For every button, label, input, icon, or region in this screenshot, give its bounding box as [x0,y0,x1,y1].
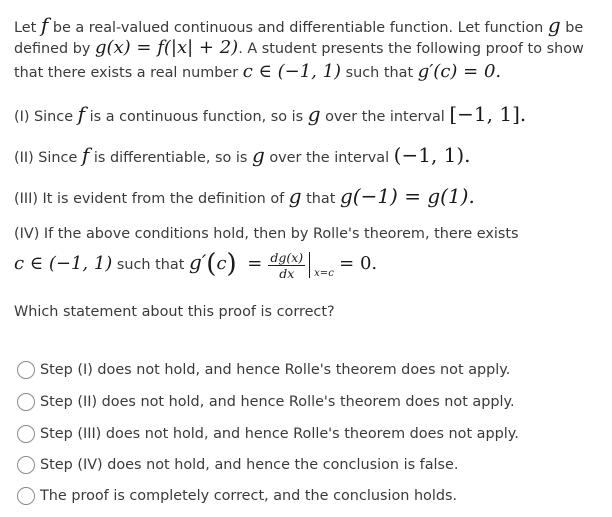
question-text: (IV) If the above conditions hold, then by Rolle's theorem, there exists [14,226,519,242]
question-text: over the interval [320,109,450,125]
math-open-interval: (−1, 1). [393,143,471,167]
question-text: defined by [14,41,95,57]
question-text: (II) Since [14,150,82,166]
question-text: is differentiable, so is [89,150,252,166]
question-prompt [14,304,335,320]
answer-option[interactable] [17,487,457,505]
math-equals-zero: = 0. [339,253,378,274]
evaluation-subscript: x=c [314,268,334,279]
question-line-1 [14,13,583,37]
question-text: that there exists a real number [14,65,243,81]
math-c-in-interval: c ∈ (−1, 1) [242,61,342,82]
math-closed-interval: [−1, 1]. [449,102,527,126]
answer-option[interactable] [17,361,510,379]
fraction-numerator: dg(x) [270,249,304,265]
answer-option[interactable] [17,456,458,474]
radio-button[interactable] [17,456,35,474]
radio-button[interactable] [17,425,35,443]
answer-option-label: The proof is completely correct, and the conclusion holds. [40,488,458,504]
math-g: g [307,102,321,126]
question-text: over the interval [264,150,394,166]
math-derivative-fraction [268,250,305,281]
answer-option-label: Step (III) does not hold, and hence Rolle's theorem does not apply. [40,426,519,442]
question-text: that [301,191,340,207]
fraction-denominator: dx [279,265,295,281]
question-text: Let [14,20,41,36]
math-gprime-c-zero: g′(c) = 0. [417,61,502,82]
question-text: (I) Since [14,109,78,125]
question-text: (III) It is evident from the definition of [14,191,289,207]
proof-step-2 [14,143,471,167]
proof-step-4-line-2 [14,249,377,281]
math-f: f [81,143,90,167]
proof-step-1 [14,102,526,126]
math-f: f [77,102,86,126]
math-c: c [216,253,227,274]
math-c-in-interval: c ∈ (−1, 1) [14,253,113,274]
proof-step-4-line-1 [14,226,519,242]
math-paren: ( [206,249,217,279]
question-text: Which statement about this proof is correct? [14,304,335,320]
answer-option-label: Step (I) does not hold, and hence Rolle's theorem does not apply. [40,362,511,378]
math-paren: ) [226,249,237,279]
proof-step-3 [14,184,475,208]
radio-button[interactable] [17,393,35,411]
math-g: g [288,184,302,208]
math-equals: = [247,253,263,274]
radio-button[interactable] [17,361,35,379]
math-g: g [547,13,561,37]
answer-option-label: Step (IV) does not hold, and hence the conclusion is false. [40,457,459,473]
evaluation-bar [309,252,334,279]
answer-option-label: Step (II) does not hold, and hence Rolle's theorem does not apply. [40,394,515,410]
question-line-3 [14,61,501,82]
question-text: such that [341,65,418,81]
question-text: . A student presents the following proof to show [238,41,584,57]
question-text: be [560,20,584,36]
question-text: is a continuous function, so is [85,109,308,125]
math-f: f [40,13,49,37]
question-text: such that [112,257,189,273]
math-g-endpoints-equal: g(−1) = g(1). [339,184,475,208]
answer-option[interactable] [17,425,519,443]
answer-option[interactable] [17,393,515,411]
question-text: be a real-valued continuous and differentiable function. Let function [48,20,548,36]
radio-button[interactable] [17,487,35,505]
question-line-2 [14,37,584,58]
math-gprime: g′ [188,250,207,274]
math-definition-g: g(x) = f(|x| + 2) [94,37,239,58]
math-g: g [251,143,265,167]
